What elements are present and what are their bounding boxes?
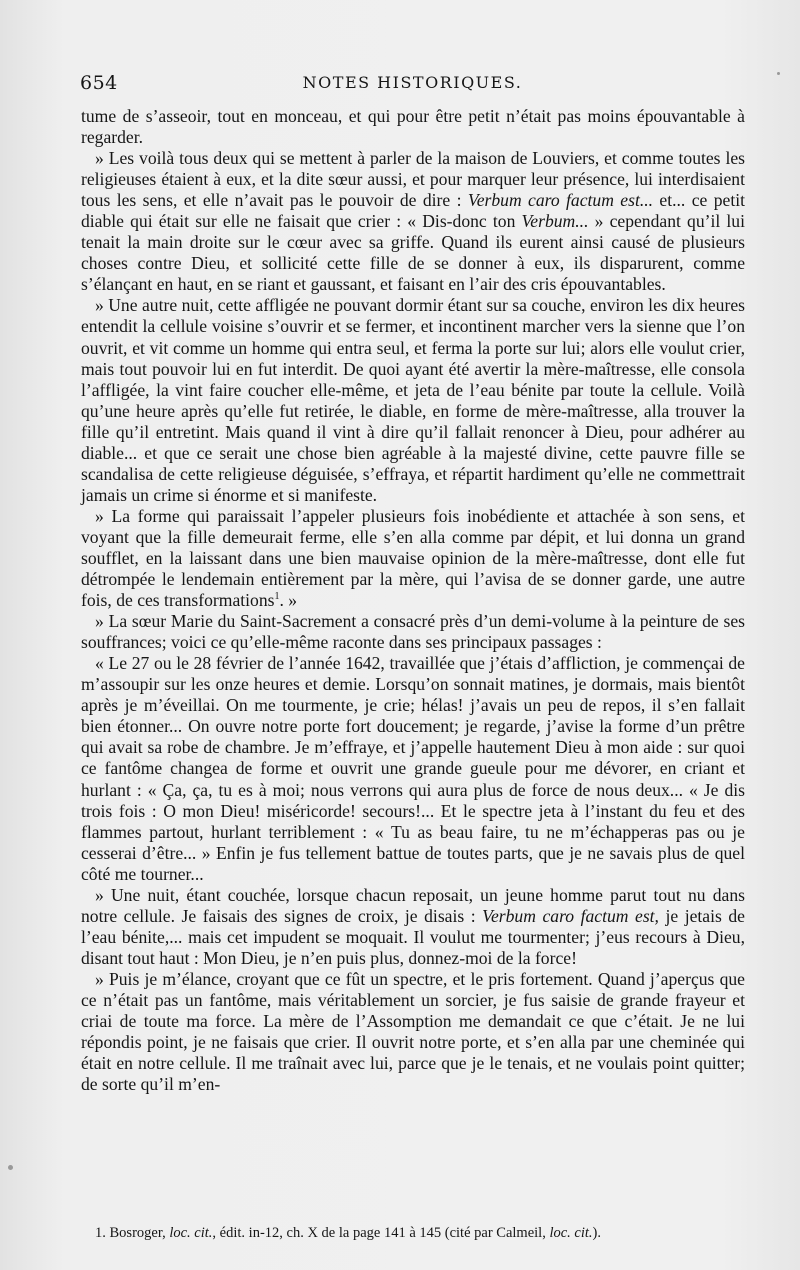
page-number: 654 [80,72,118,94]
main-text [81,106,745,1095]
paragraph: » Les voilà tous deux qui se mettent à parler de la maison de Louviers, et comme toutes les religieuses étaient à eux, et la dite sœur aussi, et pour marquer leur présence, lui interdisaient tous les sens, et elle n’avait pas le pouvoir de dire : Verbum caro factum est... et... ce petit diable qui était sur elle ne faisait que crier : « Dis-donc ton Verbum... » cependant qu’il lui tenait la main droite sur le cœur avec sa griffe. Quand ils eurent ainsi causé de plusieurs choses contre Dieu, et sollicité cette fille de se donner à eux, ils disparurent, comme s’élançant en haut, en se riant et gaussant, et faisant en l’air des cris épouvantables. [81,148,745,295]
quoted-paragraph: « Le 27 ou le 28 février de l’année 1642, travaillée que j’étais d’affliction, je commençai de m’assoupir sur les onze heures et demie. Lorsqu’on sonnait matines, je dormais, mais bientôt après je m’éveillai. On me tourmente, je crie; hélas! j’avais un peu de repos, il s’en fallait bien étonner... On ouvre notre porte fort doucement; je regarde, j’avise la forme d’un prêtre qui avait sa robe de chambre. Je m’effraye, et j’appelle hautement Dieu à mon aide : sur quoi ce fantôme changea de forme et ouvrit une grande gueule pour me dévorer, en criant et hurlant : « Ça, ça, tu es à moi; nous verrons qui aura plus de force de nous deux... « Je dis trois fois : O mon Dieu! miséricorde! secours!... Et le spectre jeta à l’instant du feu et des flammes partout, hurlant terriblement : « Tu as beau faire, tu ne m’échapperas pas ou je cesserai d’être... » Enfin je fus tellement battue de toutes parts, que je ne savais plus de quel côté me tourner... [81,653,745,884]
paragraph: » Une autre nuit, cette affligée ne pouvant dormir étant sur sa couche, environ les dix heures entendit la cellule voisine s’ouvrir et se fermer, et incontinent marcher vers la sienne que l’on ouvrit, et vit comme un homme qui entra seul, et ferma la porte sur lui; alors elle voulut crier, mais tout pouvoir lui en fut interdit. De quoi ayant été avertir la mère-maîtresse, elle consola l’affligée, la vint faire coucher elle-même, et jeta de l’eau bénite par toute la cellule. Voilà qu’une heure après qu’elle fut retirée, le diable, en forme de mère-maîtresse, alla trouver la fille qu’il entretint. Mais quand il vint à dire qu’il fallait renoncer à Dieu, pour adhérer au diable... et que ce serait une chose bien agréable à la majesté divine, cette pauvre fille se scandalisa de cette religieuse déguisée, s’effraya, et répartit hardiment qu’elle ne commettrait jamais un crime si énorme et si manifeste. [81,295,745,505]
paragraph: tume de s’asseoir, tout en monceau, et qui pour être petit n’était pas moins épouvantable à regarder. [81,106,745,148]
footnote: 1. Bosroger, loc. cit., édit. in-12, ch. X de la page 141 à 145 (cité par Calmeil, loc. cit.). [95,1225,602,1241]
paper-speck [8,1165,13,1170]
paragraph: » La sœur Marie du Saint-Sacrement a consacré près d’un demi-volume à la peinture de ses souffrances; voici ce qu’elle-même raconte dans ses principaux passages : [81,611,745,653]
footnote-marker: 1 [274,591,280,603]
paragraph: » La forme qui paraissait l’appeler plusieurs fois inobédiente et attachée à son sens, et voyant que la fille demeurait ferme, elle s’en alla comme par dépit, et lui donna un grand soufflet, en la laissant dans une bien mauvaise opinion de la mère-maîtresse, dont elle fut détrompée le lendemain entièrement par la mère, qui l’avisa de se donner garde, une autre fois, de ces transformations$^1$. » [81,505,745,611]
paper-speck [777,72,780,75]
paragraph: » Une nuit, étant couchée, lorsque chacun reposait, un jeune homme parut tout nu dans notre cellule. Je faisais des signes de croix, je disais : Verbum caro factum est, je jetais de l’eau bénite,... mais cet impudent se moquait. Il voulut me tourmenter; j’eus recours à Dieu, disant tout haut : Mon Dieu, je n’en puis plus, donnez-moi de la force! [81,884,745,968]
paragraph: » Puis je m’élance, croyant que ce fût un spectre, et le pris fortement. Quand j’aperçus que ce n’était pas un fantôme, mais véritablement un sorcier, je fus saisie de grande frayeur et criai de toute ma force. La mère de l’Assomption me demandait ce que c’était. Je ne lui répondis point, je ne faisais que crier. Il ouvrit notre porte, et s’en alla par une cheminée qui était en notre cellule. Il me traînait avec lui, parce que je le tenais, et ne voulais point quitter; de sorte qu’il m’en- [81,968,745,1095]
page-header [80,72,745,100]
running-title: NOTES HISTORIQUES. [302,73,523,92]
